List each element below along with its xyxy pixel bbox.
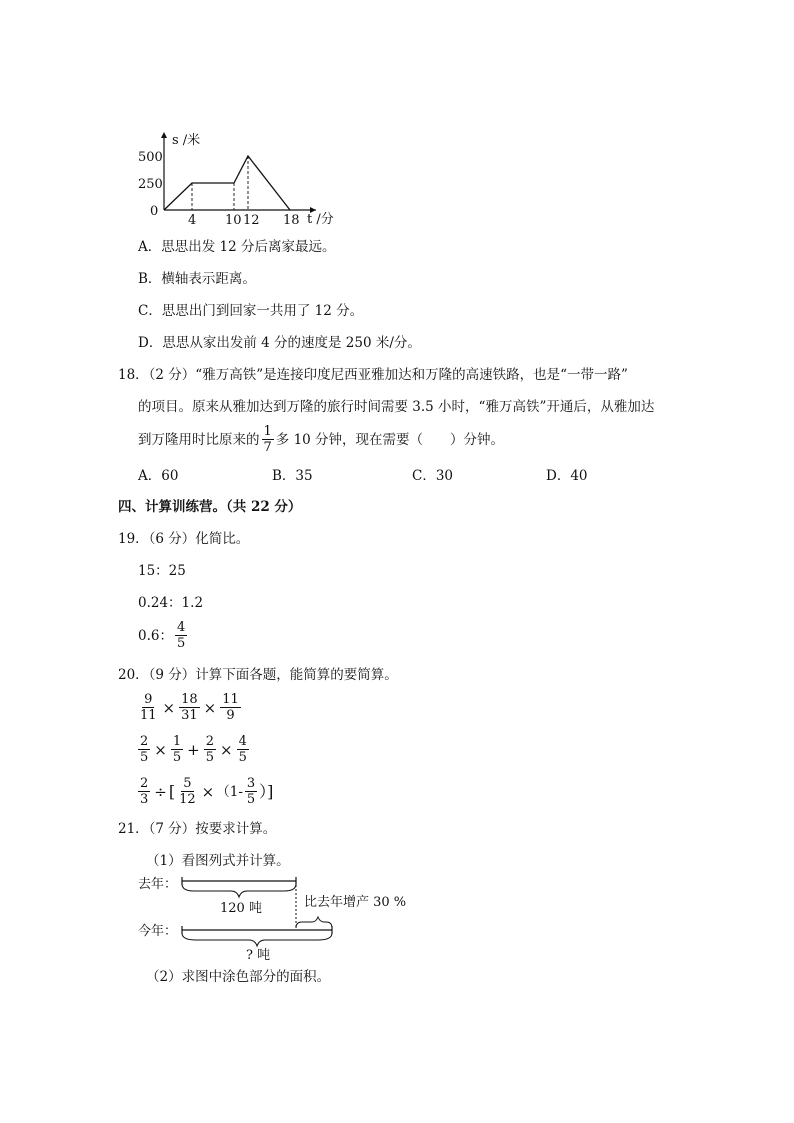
operator: × — [154, 740, 167, 759]
fraction-num: 2 — [140, 734, 149, 749]
q17-option-d: D．思思从家出发前 4 分的速度是 250 米/分。 — [138, 335, 421, 351]
section-4-title: 四、计算训练营。（共 22 分） — [118, 499, 302, 515]
left-paren: （1- — [216, 783, 243, 800]
q18-fraction — [262, 424, 274, 455]
last-year-label: 去年： — [138, 877, 178, 892]
fraction — [138, 734, 150, 765]
operator: + — [187, 740, 200, 759]
q18-option-d: D．40 — [546, 468, 588, 484]
fraction-den: 12 — [179, 792, 196, 807]
fraction — [220, 692, 241, 723]
q19-title: 19．（6 分）化简比。 — [118, 531, 250, 547]
q19-item-2: 0.24：1.2 — [138, 595, 204, 611]
q18-fraction-num: 1 — [263, 424, 272, 439]
y-tick-label: 250 — [138, 177, 163, 192]
fraction-den: 5 — [140, 750, 149, 765]
q18-line3-prefix: 到万隆用时比原来的 — [138, 431, 260, 448]
fraction — [179, 692, 200, 723]
operator: × — [203, 698, 217, 717]
fraction-num: 5 — [183, 776, 192, 791]
q20-title: 20．（9 分）计算下面各题，能简算的要简算。 — [118, 667, 398, 683]
y-tick-label: 500 — [138, 150, 163, 165]
distance-line — [164, 156, 290, 210]
q18-line1: 18．（2 分）“雅万高铁”是连接印度尼西亚雅加达和万隆的高速铁路，也是“一带一路” — [118, 367, 628, 383]
this-year-label: 今年： — [138, 924, 178, 939]
fraction-den: 11 — [140, 708, 157, 723]
q18-line3-suffix: 多 10 分钟，现在需要（ ）分钟。 — [275, 431, 505, 448]
q18-line3 — [138, 424, 504, 455]
q20-expression-2 — [136, 734, 251, 765]
q21-sub1: （1）看图列式并计算。 — [146, 853, 290, 869]
q20-expression-1 — [136, 692, 243, 723]
q21-title: 21．（7 分）按要求计算。 — [118, 821, 277, 837]
q17-option-c: C．思思出门到回家一共用了 12 分。 — [138, 303, 364, 319]
fraction-den: 5 — [238, 750, 247, 765]
fraction-den: 31 — [181, 708, 198, 723]
q18-option-a: A．60 — [138, 468, 179, 484]
q17-option-b: B．横轴表示距离。 — [138, 271, 256, 287]
q17-option-a: A．思思出发 12 分后离家最远。 — [138, 239, 336, 255]
fraction-den: 9 — [226, 708, 235, 723]
q21-sub2: （2）求图中涂色部分的面积。 — [146, 969, 331, 985]
fraction-num: 9 — [144, 692, 153, 707]
fraction-num: 2 — [205, 734, 214, 749]
fraction-num: 3 — [246, 776, 256, 791]
fraction-den: 5 — [246, 792, 256, 807]
fraction-den: 3 — [140, 792, 149, 807]
y-axis-arrow — [161, 132, 167, 138]
q20-expression-3 — [136, 776, 273, 807]
x-tick-label: 10 — [225, 213, 242, 228]
q18-option-c: C．30 — [412, 468, 454, 484]
x-axis-label: t /分 — [307, 212, 334, 227]
x-tick-label: 18 — [283, 213, 300, 228]
q19-item-1: 15：25 — [138, 563, 186, 579]
fraction — [177, 776, 198, 807]
operator: × — [162, 698, 176, 717]
fraction-num: 11 — [222, 692, 239, 707]
operator: × — [201, 782, 215, 801]
x-tick-label: 12 — [243, 213, 260, 228]
fraction — [204, 734, 216, 765]
right-bracket: ）] — [259, 781, 274, 801]
fraction-den: 5 — [172, 750, 182, 765]
fraction — [171, 734, 183, 765]
this-year-value: ? 吨 — [246, 948, 271, 962]
fraction — [245, 776, 257, 807]
origin-label: 0 — [150, 204, 159, 219]
fraction-den: 5 — [205, 750, 214, 765]
q18-fraction-den: 7 — [263, 440, 272, 455]
fraction-num: 2 — [140, 776, 149, 791]
q19-item-3-prefix: 0.6： — [138, 627, 173, 644]
q19-item-3-fraction — [175, 620, 187, 651]
fraction-den: 5 — [176, 636, 186, 651]
q18-option-b: B．35 — [272, 468, 313, 484]
fraction-num: 1 — [172, 734, 182, 749]
distance-time-graph — [136, 128, 346, 228]
last-year-value: 120 吨 — [220, 901, 262, 916]
fraction — [138, 776, 150, 807]
fraction-num: 4 — [176, 620, 186, 635]
q18-line2: 的项目。原来从雅加达到万隆的旅行时间需要 3.5 小时，“雅万高铁”开通后，从雅加达 — [138, 399, 655, 415]
fraction — [138, 692, 159, 723]
q19-item-3 — [138, 620, 189, 651]
operator: × — [220, 740, 233, 759]
fraction-num: 18 — [181, 692, 198, 707]
fraction — [237, 734, 249, 765]
left-bracket: [ — [168, 781, 176, 801]
line-segment-diagram — [134, 872, 434, 962]
increase-label: 比去年增产 30 % — [304, 895, 407, 910]
operator: ÷ — [154, 782, 167, 801]
fraction-num: 4 — [238, 734, 247, 749]
y-axis-label: s /米 — [172, 133, 201, 148]
x-tick-label: 4 — [188, 213, 197, 228]
